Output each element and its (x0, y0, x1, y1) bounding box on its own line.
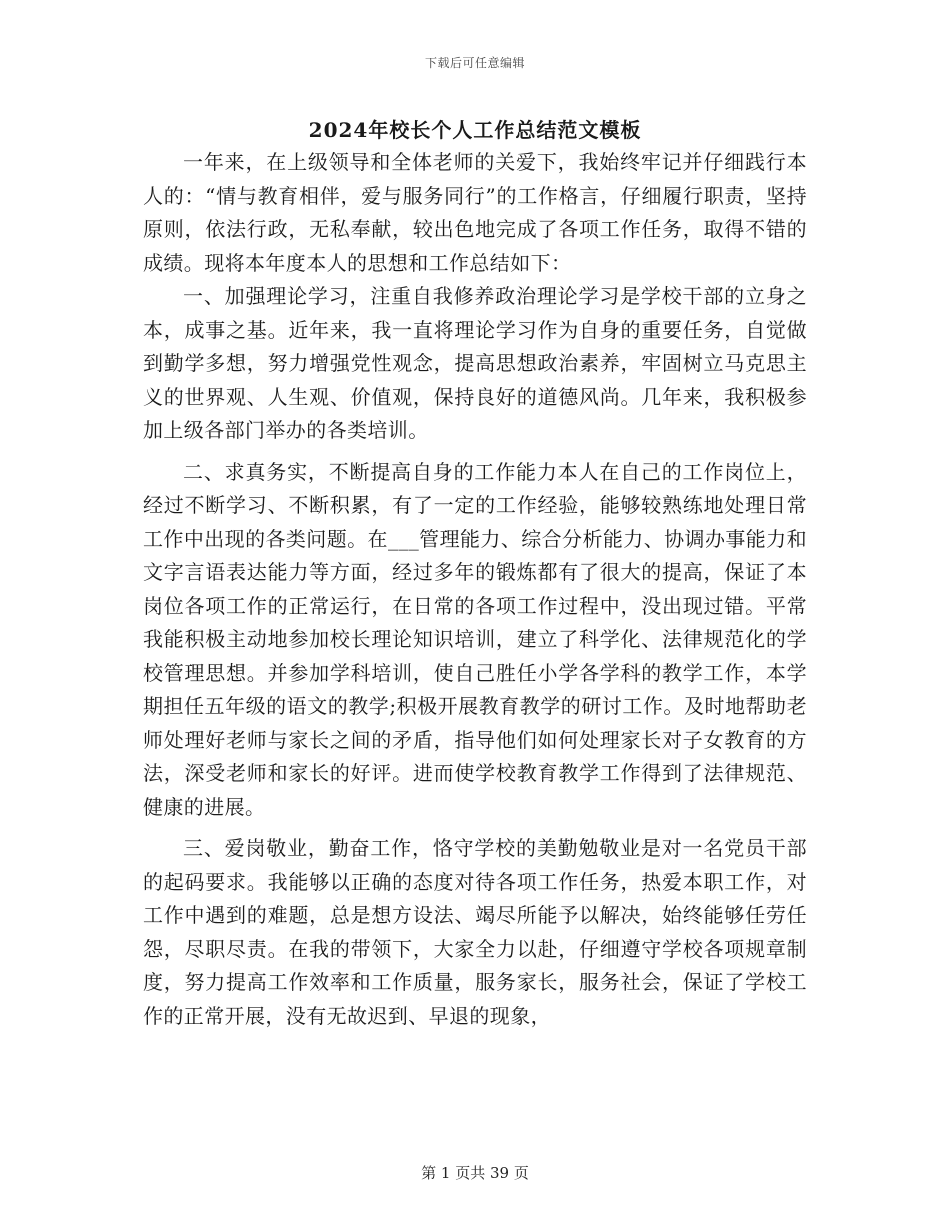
header-note: 下载后可任意编辑 (424, 56, 525, 70)
document-title: 2024年校长个人工作总结范文模板 (308, 118, 642, 142)
paragraph-intro: 一年来，在上级领导和全体老师的关爱下，我始终牢记并仔细践行本人的：“情与教育相伴，爱与服务同行”的工作格言，仔细履行职责，坚持原则，依法行政，无私奉献，较出色地完成了各项工作任务，取得不错的成绩。现将本年度本人的思想和工作总结如下： (143, 150, 807, 275)
page-number: 第 1 页共 39 页 (421, 1164, 529, 1182)
paragraph-section-1: 一、加强理论学习，注重自我修养政治理论学习是学校干部的立身之本，成事之基。近年来，我一直将理论学习作为自身的重要任务，自觉做到勤学多想，努力增强党性观念，提高思想政治素养，牢固树立马克思主义的世界观、人生观、价值观，保持良好的道德风尚。几年来，我积极参加上级各部门举办的各类培训。 (143, 284, 807, 442)
paragraph-section-2: 二、求真务实，不断提高自身的工作能力本人在自己的工作岗位上，经过不断学习、不断积累，有了一定的工作经验，能够较熟练地处理日常工作中出现的各类问题。在___管理能力、综合分析能力、协调办事能力和文字言语表达能力等方面，经过多年的锻炼都有了很大的提高，保证了本岗位各项工作的正常运行，在日常的各项工作过程中，没出现过错。平常我能积极主动地参加校长理论知识培训，建立了科学化、法律规范化的学校管理思想。并参加学科培训，使自己胜任小学各学科的教学工作，本学期担任五年级的语文的教学;积极开展教育教学的研讨工作。及时地帮助老师处理好老师与家长之间的矛盾，指导他们如何处理家长对子女教育的方法，深受老师和家长的好评。进而使学校教育教学工作得到了法律规范、健康的进展。 (143, 459, 807, 819)
document-body (143, 146, 807, 1033)
paragraph-section-3: 三、爱岗敬业，勤奋工作，恪守学校的美勤勉敬业是对一名党员干部的起码要求。我能够以正确的态度对待各项工作任务，热爱本职工作，对工作中遇到的难题，总是想方设法、竭尽所能予以解决，始终能够任劳任怨，尽职尽责。在我的带领下，大家全力以赴，仔细遵守学校各项规章制度，努力提高工作效率和工作质量，服务家长，服务社会，保证了学校工作的正常开展，没有无故迟到、早退的现象， (143, 836, 807, 1028)
